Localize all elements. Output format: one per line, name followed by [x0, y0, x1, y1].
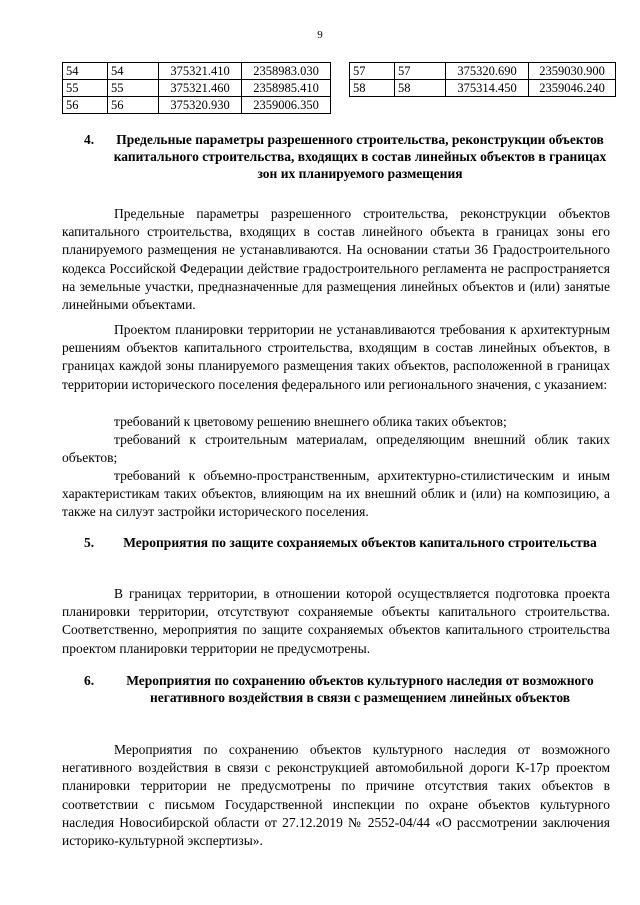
section-4-heading	[62, 131, 610, 182]
section-title: Мероприятия по защите сохраняемых объектов капитального строительства	[123, 535, 597, 550]
coordinates-table-right	[349, 62, 616, 97]
table-cell: 55	[108, 80, 159, 97]
table-row	[63, 97, 331, 114]
section-6-heading	[62, 672, 610, 706]
paragraph: Предельные параметры разрешенного строительства, реконструкции объектов капитального строительства, входящих в состав линейного объекта в границах зоны его планируемого размещения не устанавливаются. На основании статьи 36 Градостроительного кодекса Российской Федерации действие градостроительного регламента не распространяется на земельные участки, предназначенные для размещения линейных объектов и (или) занятые линейными объектами.	[62, 206, 610, 313]
table-cell: 2359006.350	[242, 97, 331, 114]
paragraph: Проектом планировки территории не устанавливаются требования к архитектурным решениям объектов капитального строительства, входящим в состав линейных объектов, в границах каждой зоны планируемого размещения таких объектов, расположенной в границах территории исторического поселения федерального или регионального значения, с указанием:	[62, 322, 610, 392]
section-number: 6.	[84, 673, 95, 688]
section-title: Мероприятия по сохранению объектов культурного наследия от возможного негативного воздействия в связи с размещением линейных объектов	[126, 673, 594, 705]
table-cell: 2359046.240	[529, 80, 616, 97]
table-row	[350, 80, 616, 97]
section-title: Предельные параметры разрешенного строительства, реконструкции объектов капитального строительства, входящих в состав линейных объектов в границах зон их планируемого размещения	[113, 132, 607, 181]
section-number: 4.	[84, 132, 95, 147]
table-cell: 58	[395, 80, 446, 97]
table-row	[63, 63, 331, 80]
table-cell: 56	[108, 97, 159, 114]
section-number: 5.	[84, 535, 95, 550]
table-cell: 375321.460	[159, 80, 242, 97]
table-row	[350, 63, 616, 80]
paragraph: Мероприятия по сохранению объектов культурного наследия от возможного негативного воздействия в связи с реконструкцией автомобильной дороги К-17р проектом планировки территории не предусмотрены по причине отсутствия таких объектов в соответствии с письмом Государственной инспекции по охране объектов культурного наследия Новосибирской области от 27.12.2019 № 2552-04/44 «О рассмотрении заключения историко-культурной экспертизы».	[62, 742, 610, 849]
table-cell: 2359030.900	[529, 63, 616, 80]
paragraph: требований к цветовому решению внешнего облика таких объектов;	[114, 414, 507, 429]
coordinates-table-left	[62, 62, 331, 114]
paragraph: В границах территории, в отношении которой осуществляется подготовка проекта планировки территории, отсутствуют сохраняемые объекты капитального строительства. Соответственно, мероприятия по защите сохраняемых объектов капитального строительства проектом планировки территории не предусмотрены.	[62, 586, 610, 656]
table-cell: 375314.450	[446, 80, 529, 97]
paragraph: требований к объемно-пространственным, архитектурно-стилистическим и иным характеристикам таких объектов, влияющим на их внешний облик и (или) на композицию, а также на силуэт застройки исторического поселения.	[62, 468, 610, 520]
table-cell: 57	[350, 63, 395, 80]
table-cell: 54	[108, 63, 159, 80]
table-cell: 54	[63, 63, 108, 80]
table-cell: 58	[350, 80, 395, 97]
section-5-heading	[62, 534, 610, 551]
table-cell: 375320.690	[446, 63, 529, 80]
paragraph: требований к строительным материалам, определяющим внешний облик таких объектов;	[62, 432, 610, 466]
table-cell: 375320.930	[159, 97, 242, 114]
table-cell: 2358985.410	[242, 80, 331, 97]
table-cell: 2358983.030	[242, 63, 331, 80]
table-row	[63, 80, 331, 97]
table-cell: 375321.410	[159, 63, 242, 80]
table-cell: 55	[63, 80, 108, 97]
page-number: 9	[317, 29, 323, 41]
table-cell: 56	[63, 97, 108, 114]
table-cell: 57	[395, 63, 446, 80]
